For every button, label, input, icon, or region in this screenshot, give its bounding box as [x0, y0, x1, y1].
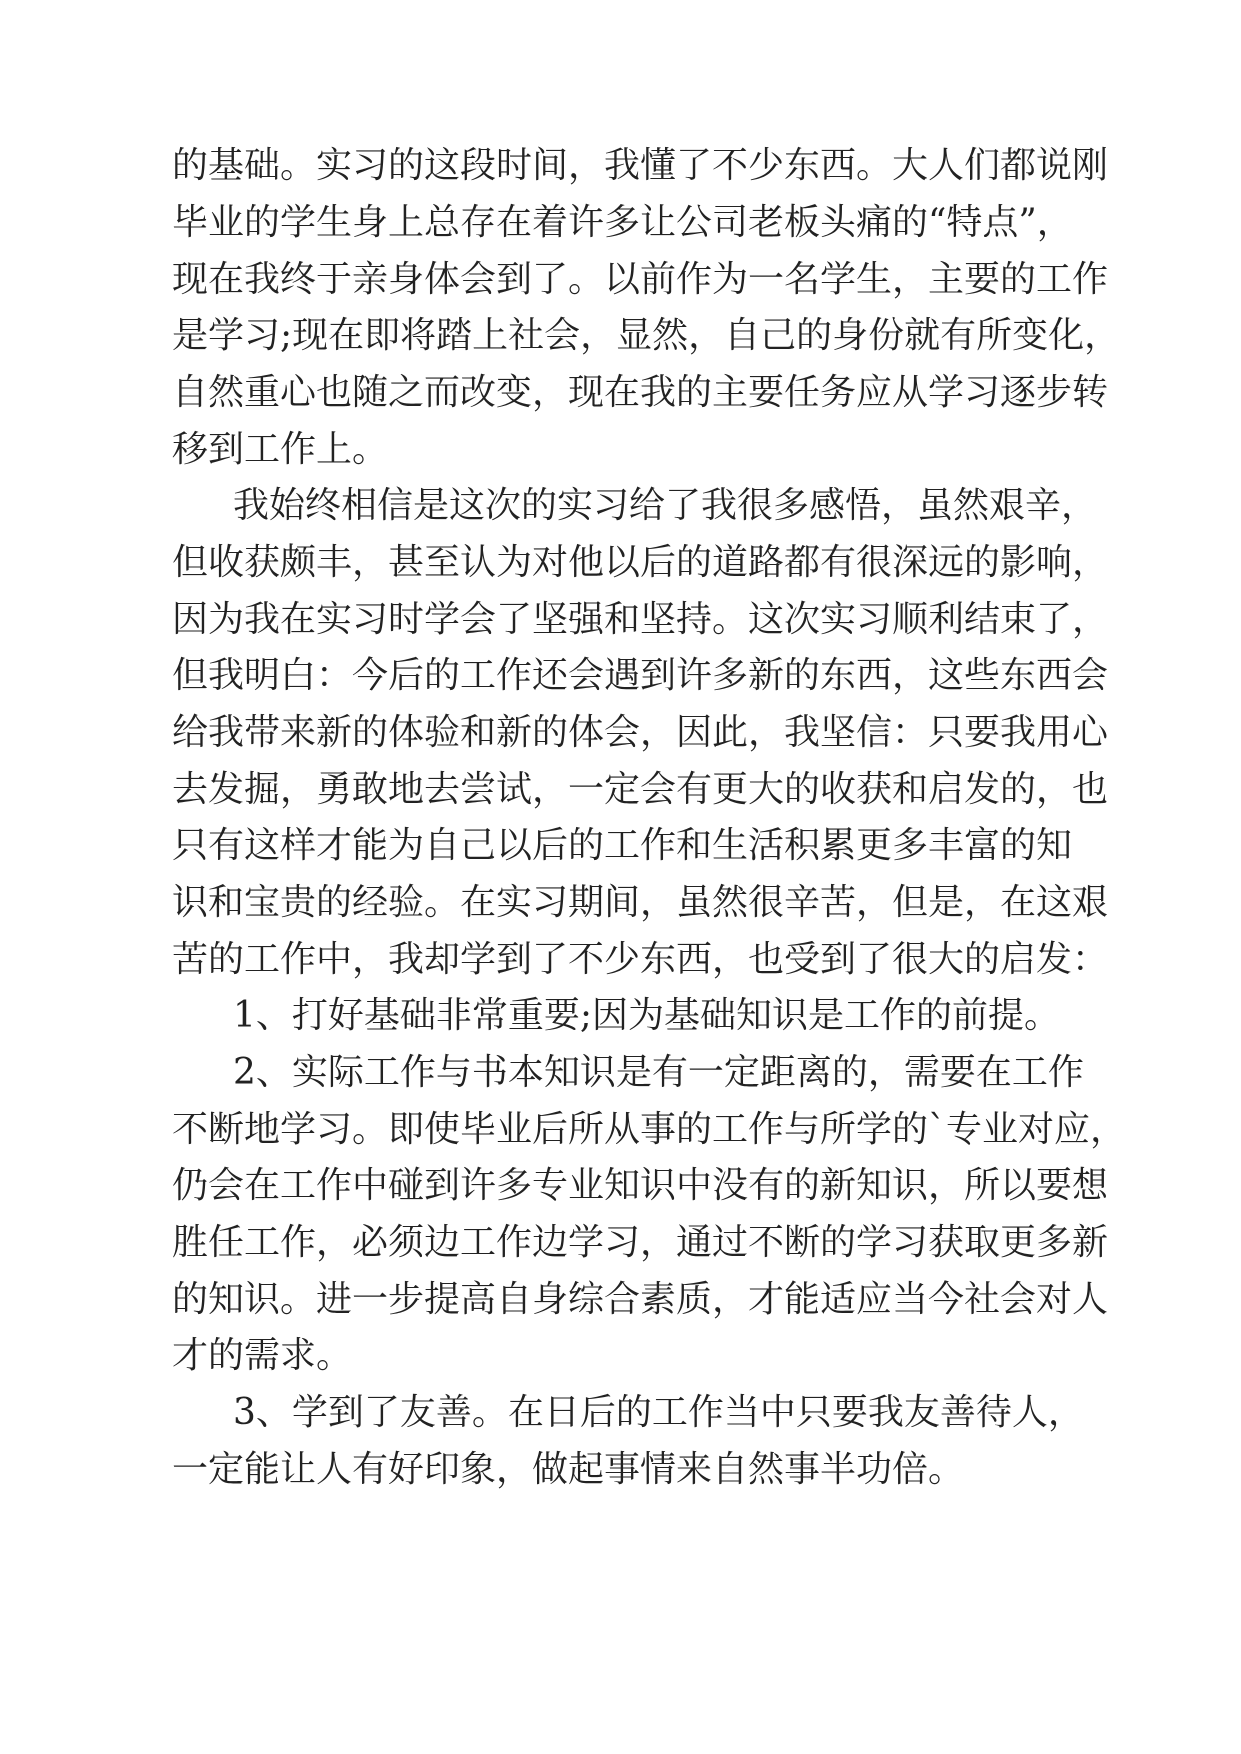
paragraph-2-line-7: 只有这样才能为自己以后的工作和生活积累更多丰富的知: [172, 825, 1073, 866]
paragraph-2-line-9: 苦的工作中，我却学到了不少东西，也受到了很大的启发：: [172, 939, 1109, 980]
paragraph-2-line-2: 但收获颇丰，甚至认为对他以后的道路都有很深远的影响，: [172, 542, 1109, 583]
list-item-3-line-2: 一定能让人有好印象，做起事情来自然事半功倍。: [172, 1449, 965, 1490]
paragraph-1-line-1: 的基础。实习的这段时间，我懂了不少东西。大人们都说刚: [172, 145, 1109, 186]
paragraph-1-line-5: 自然重心也随之而改变，现在我的主要任务应从学习逐步转: [172, 372, 1109, 413]
list-item-2-line-1: 2、实际工作与书本知识是有一定距离的，需要在工作: [233, 1052, 1084, 1093]
paragraph-2-line-1: 我始终相信是这次的实习给了我很多感悟，虽然艰辛，: [233, 485, 1098, 526]
paragraph-1-line-2: 毕业的学生身上总存在着许多让公司老板头痛的“特点”，: [172, 202, 1073, 243]
paragraph-1-line-6: 移到工作上。: [172, 429, 389, 470]
list-item-3-line-1: 3、学到了友善。在日后的工作当中只要我友善待人，: [233, 1392, 1084, 1433]
list-item-2-line-5: 的知识。进一步提高自身综合素质，才能适应当今社会对人: [172, 1279, 1109, 1320]
paragraph-1-line-4: 是学习;现在即将踏上社会，显然，自己的身份就有所变化，: [172, 315, 1121, 356]
list-item-2-line-6: 才的需求。: [172, 1335, 353, 1376]
paragraph-2-line-8: 识和宝贵的经验。在实习期间，虽然很辛苦，但是，在这艰: [172, 882, 1109, 923]
list-item-2-line-4: 胜任工作，必须边工作边学习，通过不断的学习获取更多新: [172, 1222, 1109, 1263]
list-item-2-line-3: 仍会在工作中碰到许多专业知识中没有的新知识，所以要想: [172, 1165, 1109, 1206]
paragraph-2-line-5: 给我带来新的体验和新的体会，因此，我坚信：只要我用心: [172, 712, 1109, 753]
paragraph-2-line-6: 去发掘，勇敢地去尝试，一定会有更大的收获和启发的，也: [172, 769, 1109, 810]
list-item-1: 1、打好基础非常重要;因为基础知识是工作的前提。: [233, 995, 1061, 1036]
list-item-2-line-2: 不断地学习。即使毕业后所从事的工作与所学的`专业对应，: [172, 1109, 1127, 1150]
paragraph-2-line-3: 因为我在实习时学会了坚强和坚持。这次实习顺利结束了，: [172, 599, 1109, 640]
paragraph-2-line-4: 但我明白：今后的工作还会遇到许多新的东西，这些东西会: [172, 655, 1109, 696]
paragraph-1-line-3: 现在我终于亲身体会到了。以前作为一名学生，主要的工作: [172, 259, 1109, 300]
